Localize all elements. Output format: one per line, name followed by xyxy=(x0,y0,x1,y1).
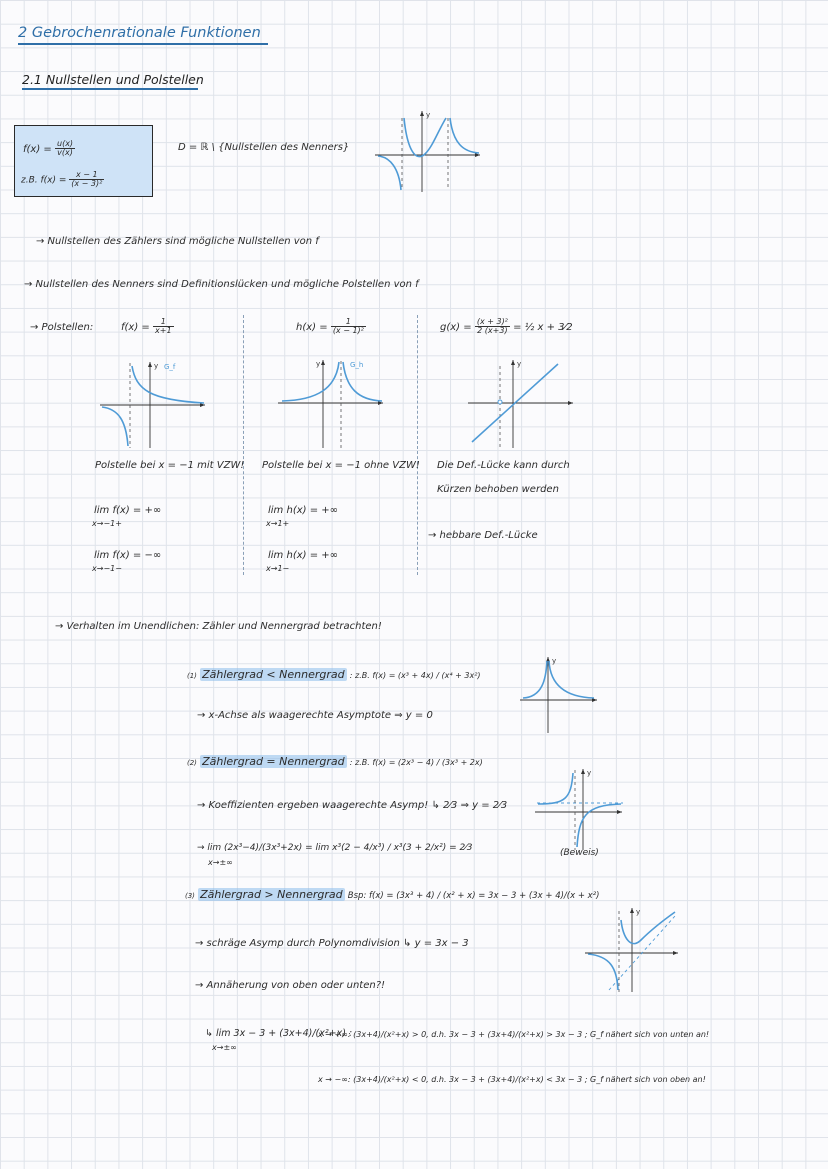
example-g: g(x) = $\frac{\text{(x + 3)²}}{2 (x+3)}$ = ½ x + 3⁄2 xyxy=(440,317,573,336)
pole-note-g-2: Kürzen behoben werden xyxy=(437,484,559,495)
svg-text:y: y xyxy=(517,360,522,368)
title-underline xyxy=(18,43,268,45)
example-f: f(x) = $\frac{1}{x+1}$ xyxy=(121,317,172,336)
graph-case1 xyxy=(520,655,600,735)
limit-h-plus: lim h(x) = +∞ xyxy=(268,505,338,516)
pole-note-g-result: → hebbare Def.-Lücke xyxy=(428,530,538,541)
case3-positive: x → +∞: (3x+4)/(x²+x) > 0, d.h. 3x − 3 + (3x+4)/(x²+x) > 3x − 3 ; G_f nähert sich von unten an! xyxy=(318,1030,710,1039)
graph-h-label: G_h xyxy=(350,361,364,369)
svg-text:y: y xyxy=(154,362,159,370)
svg-text:y: y xyxy=(587,769,592,777)
polstellen-label: → Polstellen: xyxy=(30,322,94,333)
section-underline xyxy=(22,88,198,90)
graph-case2 xyxy=(535,767,625,852)
limit-f-minus-sub: x→−1− xyxy=(92,564,122,573)
graph-f-label: G_f xyxy=(164,363,176,371)
svg-text:y: y xyxy=(636,908,641,916)
note-nenner: → Nullstellen des Nenners sind Definitionslücken und mögliche Polstellen von f xyxy=(24,279,419,290)
limit-f-plus: lim f(x) = +∞ xyxy=(94,505,162,516)
limit-f-minus: lim f(x) = −∞ xyxy=(94,550,162,561)
note-zaehler: → Nullstellen des Zählers sind mögliche Nullstellen von f xyxy=(36,236,319,247)
graph-g xyxy=(468,358,578,450)
case3-limit-sub: x→±∞ xyxy=(212,1043,237,1052)
fx-definition: f(x) = $\frac{u(x)}{v(x)}$ xyxy=(23,139,74,158)
example-h: h(x) = $\frac{1}{\text{(x − 1)²}}$ xyxy=(296,317,364,336)
case3-negative: x → −∞: (3x+4)/(x²+x) < 0, d.h. 3x − 3 + (3x+4)/(x²+x) < 3x − 3 ; G_f nähert sich von oben an! xyxy=(318,1075,706,1084)
svg-text:y: y xyxy=(426,111,431,119)
pole-note-g-1: Die Def.-Lücke kann durch xyxy=(437,460,570,471)
infinity-heading: → Verhalten im Unendlichen: Zähler und Nennergrad betrachten! xyxy=(55,621,382,632)
definition-box xyxy=(14,125,153,197)
page-title: 2 Gebrochenrationale Funktionen xyxy=(18,25,261,41)
case3-result: → schräge Asymp durch Polynomdivision ↳ y = 3x − 3 xyxy=(195,938,469,949)
case2-result: → Koeffizienten ergeben waagerechte Asymp! ↳ 2⁄3 ⇒ y = 2⁄3 xyxy=(197,800,508,811)
graph-case3 xyxy=(585,906,680,994)
limit-f-plus-sub: x→−1+ xyxy=(92,519,122,528)
limit-h-plus-sub: x→1+ xyxy=(266,519,290,528)
graph-h xyxy=(278,358,388,450)
case2-proof-sub: x→±∞ xyxy=(208,858,233,867)
pole-note-h: Polstelle bei x = −1 ohne VZW! xyxy=(262,460,420,471)
svg-text:y: y xyxy=(316,360,321,368)
limit-h-minus-sub: x→1− xyxy=(266,564,290,573)
case2-proof: → lim (2x³−4)/(3x³+2x) = lim x³(2 − 4/x³) / x³(3 + 2/x²) = 2⁄3 xyxy=(197,843,473,853)
section-heading: 2.1 Nullstellen und Polstellen xyxy=(22,72,204,87)
case2-proof-note: (Beweis) xyxy=(560,848,599,858)
domain-definition: D = ℝ \ {Nullstellen des Nenners} xyxy=(178,142,350,153)
graph-f xyxy=(100,360,210,450)
fx-example: z.B. f(x) = $\frac{x - 1}{\text{(x − 3)²}}$ xyxy=(21,170,103,189)
pole-note-f: Polstelle bei x = −1 mit VZW! xyxy=(95,460,245,471)
column-divider-1 xyxy=(243,315,244,575)
svg-text:y: y xyxy=(552,657,557,665)
column-divider-2 xyxy=(417,315,418,575)
case3-limit: ↳ lim 3x − 3 + (3x+4)/(x²+x) : xyxy=(205,1028,353,1039)
case2: (2) Zählergrad = Nennergrad : z.B. f(x) = (2x³ − 4) / (3x³ + 2x) xyxy=(187,755,483,768)
case3: (3) Zählergrad > Nennergrad Bsp: f(x) = (3x³ + 4) / (x² + x) = 3x − 3 + (3x + 4)/(x + x²) xyxy=(185,888,600,901)
intro-graph xyxy=(375,108,485,193)
case1: (1) Zählergrad < Nennergrad : z.B. f(x) = (x³ + 4x) / (x⁴ + 3x²) xyxy=(187,668,481,681)
limit-h-minus: lim h(x) = +∞ xyxy=(268,550,338,561)
case3-question: → Annäherung von oben oder unten?! xyxy=(195,980,386,991)
case1-result: → x-Achse als waagerechte Asymptote ⇒ y = 0 xyxy=(197,710,433,721)
